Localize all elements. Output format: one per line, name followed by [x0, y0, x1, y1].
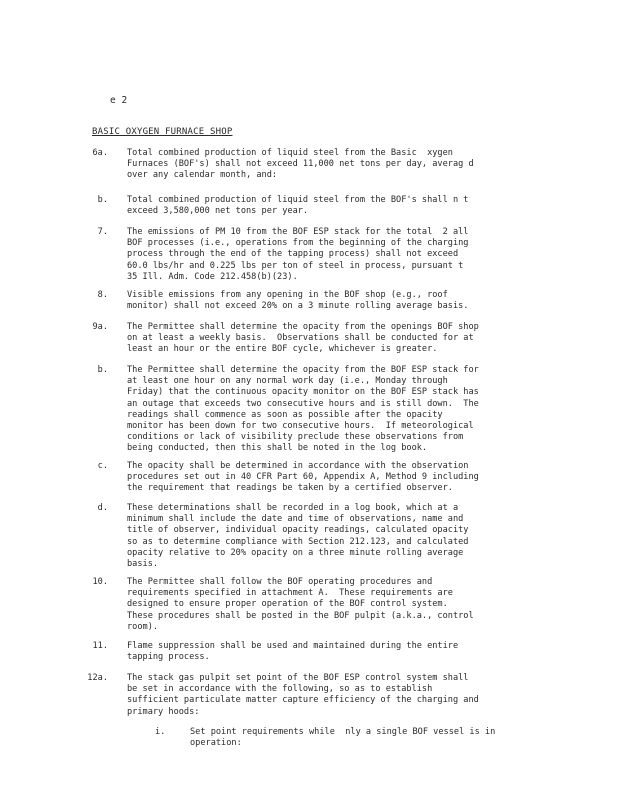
text-line: operation: [190, 738, 242, 749]
text-line: The Permittee shall determine the opacity from the BOF ESP stack for [127, 365, 479, 375]
text-line: so as to determine compliance with Section 212.123, and calculated [127, 536, 469, 547]
text-line: process through the end of the tapping process) shall not exceed [127, 249, 459, 260]
text-line: exceed 3,580,000 net tons per year. [127, 206, 309, 217]
text-line: at least one hour on any normal work day (i.e., Monday through [127, 376, 448, 387]
text-line: be set in accordance with the following, so as to establish [127, 684, 433, 695]
text-line: title of observer, individual opacity readings, calculated opacity [127, 525, 469, 536]
text-line: over any calendar month, and: [127, 170, 278, 181]
text-line: The stack gas pulpit set point of the BOF ESP control system shall [127, 673, 469, 683]
text-line: The Permittee shall follow the BOF operating procedures and [127, 577, 433, 587]
condition-label: d. [97, 503, 108, 513]
condition-text [127, 148, 547, 182]
text-line: Total combined production of liquid steel from the BOF's shall n t [127, 195, 469, 205]
condition-label: b. [97, 365, 108, 375]
condition-text [127, 365, 547, 455]
text-line: least an hour or the entire BOF cycle, whichever is greater. [127, 344, 438, 355]
text-line: tapping process. [127, 652, 210, 663]
text-line: room). [127, 621, 159, 632]
condition-label: 8. [97, 290, 108, 300]
text-line: readings shall commence as soon as possible after the opacity [127, 409, 443, 420]
text-line: sufficient particulate matter capture efficiency of the charging and [127, 695, 479, 706]
condition-label: 9a. [92, 322, 108, 332]
text-line: Visible emissions from any opening in the BOF shop (e.g., roof [127, 290, 448, 300]
condition-text [127, 641, 547, 663]
text-line: Flame suppression shall be used and maintained during the entire [127, 641, 459, 651]
condition-label: 6a. [92, 148, 108, 158]
text-line: BOF processes (i.e., operations from the beginning of the charging [127, 238, 469, 249]
condition-label: b. [97, 195, 108, 205]
text-line: 60.0 lbs/hr and 0.225 lbs per ton of steel in process, pursuant t [127, 260, 464, 271]
condition-label: c. [97, 461, 108, 471]
condition-text [127, 503, 547, 570]
condition-label: 7. [97, 227, 108, 237]
text-line: The emissions of PM 10 from the BOF ESP stack for the total 2 all [127, 227, 469, 237]
text-line: monitor has been down for two consecutive hours. If meteorological [127, 421, 474, 432]
subcondition-text [190, 727, 550, 749]
condition-text [127, 227, 547, 283]
condition-label: 10. [92, 577, 108, 587]
text-line: an outage that exceeds two consecutive hours and is still down. The [127, 398, 479, 409]
section-heading: BASIC OXYGEN FURNACE SHOP [92, 127, 233, 137]
text-line: on at least a weekly basis. Observations shall be conducted for at [127, 333, 474, 344]
condition-label: 11. [92, 641, 108, 651]
subcondition-label: i. [155, 727, 166, 737]
condition-text [127, 577, 547, 633]
text-line: Total combined production of liquid steel from the Basic xygen [127, 148, 453, 158]
text-line: Set point requirements while nly a single BOF vessel is in [190, 727, 496, 737]
text-line: These procedures shall be posted in the BOF pulpit (a.k.a., control [127, 610, 474, 621]
text-line: Furnaces (BOF's) shall not exceed 11,000 net tons per day, averag d [127, 159, 474, 170]
text-line: basis. [127, 559, 159, 570]
text-line: minimum shall include the date and time of observations, name and [127, 514, 464, 525]
text-line: Friday) that the continuous opacity monitor on the BOF ESP stack has [127, 387, 479, 398]
text-line: opacity relative to 20% opacity on a three minute rolling average [127, 547, 464, 558]
page-number: e 2 [110, 95, 128, 106]
condition-text [127, 290, 547, 312]
text-line: The opacity shall be determined in accordance with the observation [127, 461, 469, 471]
text-line: the requirement that readings be taken by a certified observer. [127, 483, 453, 494]
text-line: These determinations shall be recorded in a log book, which at a [127, 503, 459, 513]
condition-text [127, 322, 547, 356]
text-line: designed to ensure proper operation of the BOF control system. [127, 599, 448, 610]
text-line: 35 Ill. Adm. Code 212.458(b)(23). [127, 271, 298, 282]
condition-text [127, 195, 547, 217]
condition-label: 12a. [87, 673, 108, 683]
text-line: conditions or lack of visibility preclude these observations from [127, 432, 464, 443]
text-line: monitor) shall not exceed 20% on a 3 minute rolling average basis. [127, 301, 469, 312]
text-line: The Permittee shall determine the opacity from the openings BOF shop [127, 322, 479, 332]
text-line: requirements specified in attachment A. These requirements are [127, 588, 453, 599]
condition-text [127, 461, 547, 495]
text-line: procedures set out in 40 CFR Part 60, Appendix A, Method 9 including [127, 472, 479, 483]
text-line: being conducted, then this shall be noted in the log book. [127, 443, 428, 454]
condition-text [127, 673, 547, 718]
text-line: primary hoods: [127, 706, 200, 717]
